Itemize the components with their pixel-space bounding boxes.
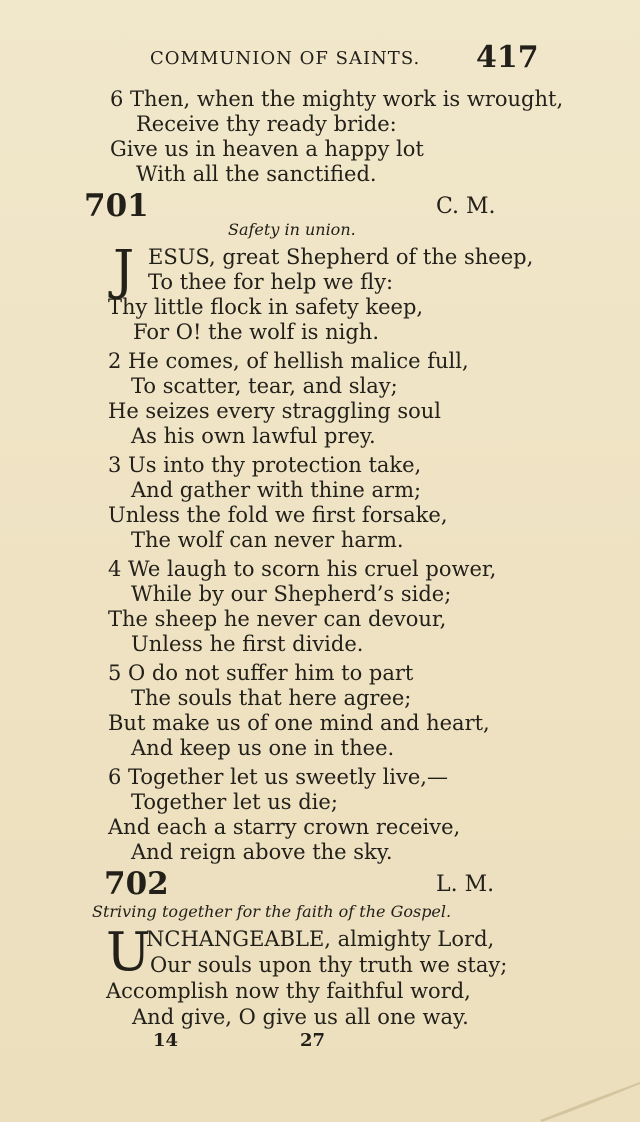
hymn-subtitle: Striving together for the faith of the Gospel. [92,902,452,921]
verse-line: While by our Shepherd’s side; [131,582,452,606]
page-curl-shadow [540,1080,640,1122]
verse-line: Unless the fold we first forsake, [108,503,448,527]
verse-line: Give us in heaven a happy lot [110,137,424,161]
verse-line: Together let us die; [131,790,338,814]
hymn-meter: C. M. [436,194,496,219]
verse-line: With all the sanctified. [136,162,377,186]
verse-line: And reign above the sky. [131,840,393,864]
verse-line: For O! the wolf is nigh. [133,320,380,344]
verse-line: The souls that here agree; [131,686,412,710]
verse-line: To scatter, tear, and slay; [131,374,398,398]
hymn-number: 701 [84,188,149,224]
hymn-subtitle: Safety in union. [228,220,356,239]
verse-line: 2 He comes, of hellish malice full, [108,349,469,373]
verse-line: To thee for help we fly: [148,270,394,294]
verse-line: NCHANGEABLE, almighty Lord, [146,927,495,951]
hymn-meter: L. M. [436,872,495,897]
verse-line: Thy little flock in safety keep, [108,295,424,319]
verse-line: 6 Together let us sweetly live,— [108,765,448,789]
verse-line: 4 We laugh to scorn his cruel power, [108,557,497,581]
verse-line: And keep us one in thee. [131,736,395,760]
signature-mark: 14 [153,1030,179,1051]
drop-cap: U [106,922,151,983]
verse-line: Receive thy ready bride: [136,112,397,136]
verse-line: Our souls upon thy truth we stay; [150,953,508,977]
verse-line: But make us of one mind and heart, [108,711,490,735]
verse-line: The sheep he never can devour, [108,607,447,631]
verse-line: And gather with thine arm; [131,478,422,502]
verse-line: He seizes every straggling soul [108,399,441,423]
verse-line: And give, O give us all one way. [132,1005,469,1029]
sheet-number: 27 [300,1030,326,1051]
verse-line: Unless he first divide. [131,632,364,656]
verse-line: 3 Us into thy protection take, [108,453,422,477]
verse-line: 5 O do not suffer him to part [108,661,414,685]
verse-line: As his own lawful prey. [131,424,376,448]
verse-line: 6 Then, when the mighty work is wrought, [110,87,564,111]
verse-line: ESUS, great Shepherd of the sheep, [148,245,534,269]
running-title: COMMUNION OF SAINTS. [150,48,421,69]
verse-line: The wolf can never harm. [131,528,404,552]
verse-line: And each a starry crown receive, [108,815,461,839]
verse-line: Accomplish now thy faithful word, [106,979,471,1003]
drop-cap: J [113,240,135,301]
page-number: 417 [476,40,539,75]
hymn-number: 702 [104,866,169,902]
